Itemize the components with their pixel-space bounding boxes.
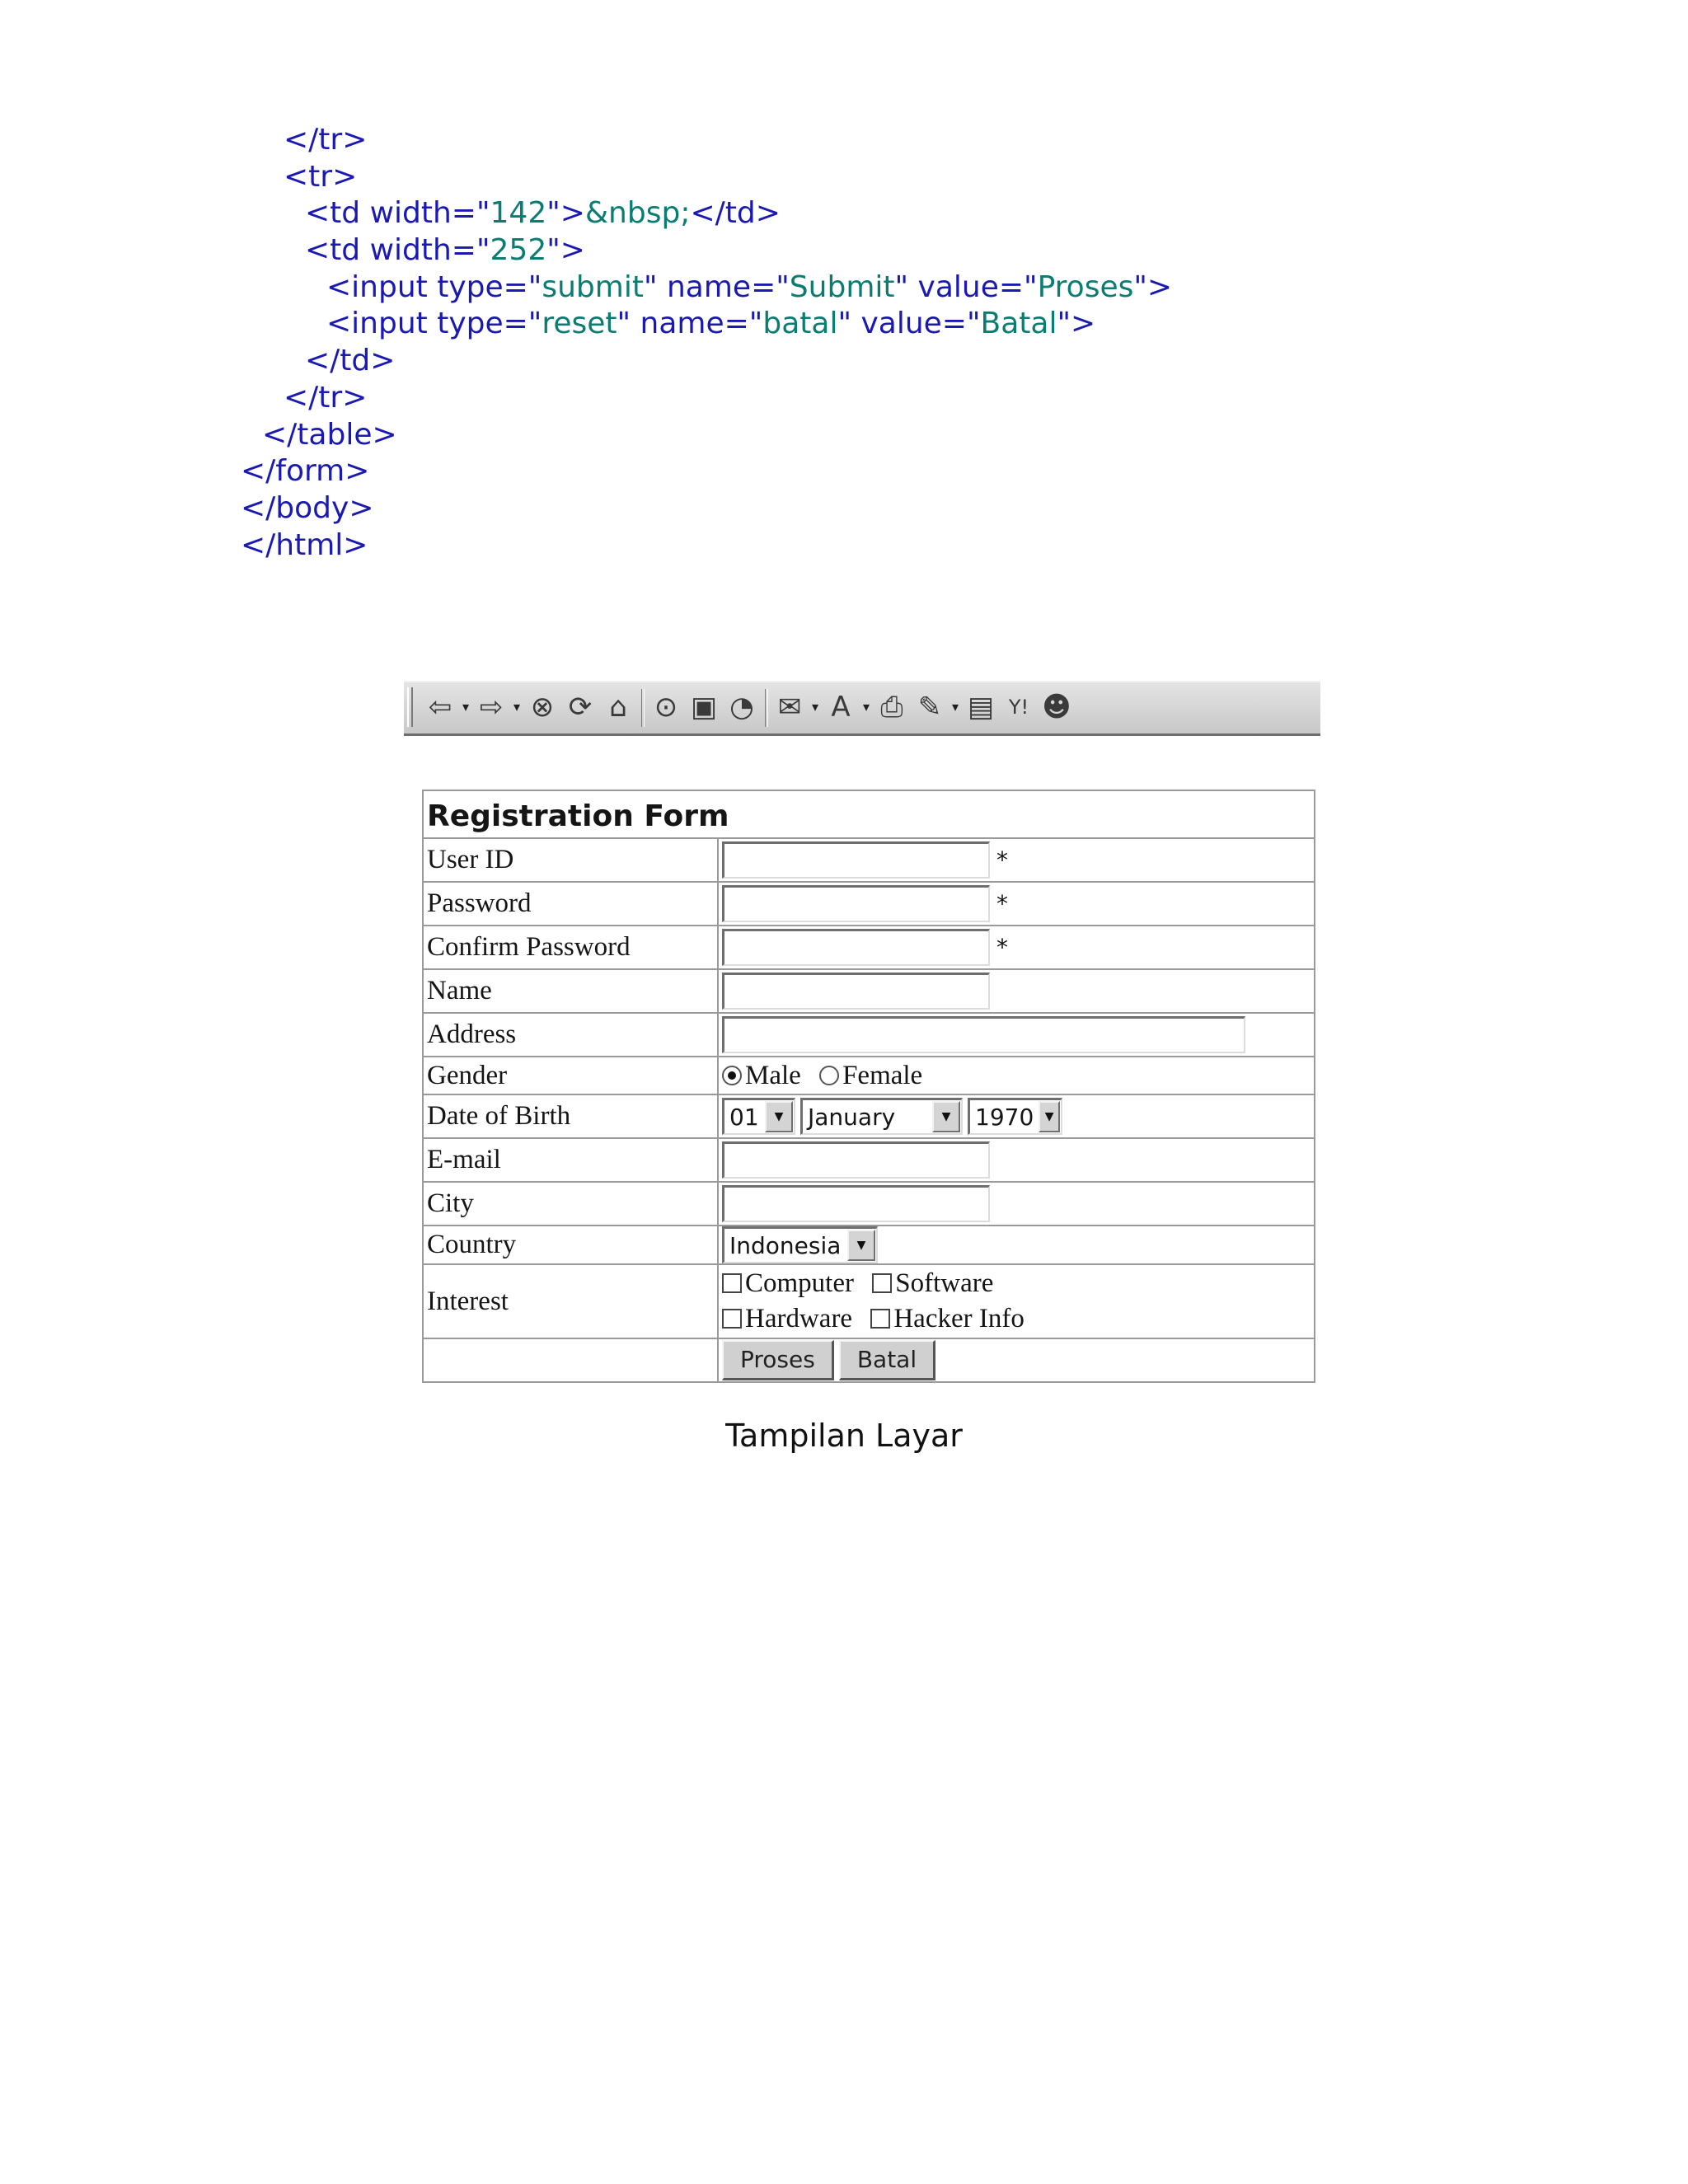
discuss-icon[interactable]: ▤ (967, 691, 995, 724)
gender-option-label: Female (842, 1060, 923, 1090)
code-tag: <input type=" (326, 307, 542, 341)
code-tag: </table> (262, 417, 397, 452)
user-id-input[interactable] (722, 841, 990, 879)
code-value: 252 (490, 233, 547, 268)
code-tag: "> (1133, 269, 1173, 304)
code-tag: " value=" (837, 307, 981, 341)
code-tag: <td width=" (305, 196, 490, 231)
code-line (0, 417, 1172, 454)
dob-year-select[interactable] (968, 1098, 1062, 1135)
print-icon[interactable]: ⎙ (880, 691, 903, 724)
caption: Tampilan Layar (725, 1418, 963, 1454)
password-label: Password (423, 882, 718, 926)
country-cell (718, 1226, 1315, 1264)
interest-option-hardware[interactable] (722, 1301, 852, 1337)
checkbox-icon[interactable] (722, 1309, 742, 1329)
forward-icon[interactable]: ⇨ (479, 691, 504, 724)
buttons-cell (718, 1338, 1315, 1382)
password-cell (718, 882, 1315, 926)
dob-label: Date of Birth (423, 1094, 718, 1138)
required-marker: * (996, 934, 1008, 961)
dob-day-value: 01 (729, 1103, 759, 1131)
user-id-label: User ID (423, 838, 718, 882)
code-tag: </form> (241, 454, 370, 489)
code-tag: "> (1057, 307, 1096, 341)
address-cell (718, 1013, 1315, 1057)
code-value: Batal (980, 307, 1057, 341)
code-line (0, 527, 1172, 565)
gender-label: Gender (423, 1057, 718, 1094)
interest-option-label: Hacker Info (893, 1304, 1025, 1333)
form-title: Registration Form (423, 790, 1315, 838)
edit-icon[interactable]: ✎ (917, 691, 942, 724)
interest-option-hacker-info[interactable] (870, 1301, 1025, 1337)
messenger-icon[interactable]: Y! (1008, 696, 1029, 719)
mail-icon[interactable]: ✉ (777, 691, 802, 724)
search-icon[interactable]: ⊙ (654, 691, 678, 724)
chevron-down-icon[interactable]: ▾ (513, 699, 521, 715)
registration-form-screenshot (422, 790, 1315, 1408)
code-value: reset (542, 307, 617, 341)
code-tag: </td> (305, 344, 396, 378)
address-input[interactable] (722, 1016, 1245, 1053)
radio-icon[interactable] (819, 1066, 839, 1085)
reset-button[interactable]: Batal (839, 1340, 935, 1380)
chevron-down-icon[interactable]: ▼ (1039, 1101, 1060, 1132)
country-label: Country (423, 1226, 718, 1264)
empty-cell (423, 1338, 718, 1382)
interest-option-computer[interactable] (722, 1266, 854, 1301)
name-cell (718, 969, 1315, 1013)
code-line (0, 269, 1172, 307)
gender-cell (718, 1057, 1315, 1094)
code-value: Proses (1037, 269, 1134, 304)
browser-toolbar (404, 681, 1320, 736)
back-icon[interactable]: ⇦ (428, 691, 452, 724)
code-line (0, 380, 1172, 417)
confirm-password-label: Confirm Password (423, 926, 718, 969)
interest-label: Interest (423, 1264, 718, 1338)
radio-selected-icon[interactable] (722, 1066, 742, 1085)
code-tag: "> (546, 233, 585, 268)
interest-option-label: Computer (745, 1268, 854, 1298)
code-value: batal (762, 307, 838, 341)
interest-option-software[interactable] (872, 1266, 993, 1301)
code-value: submit (542, 269, 644, 304)
email-input[interactable] (722, 1141, 990, 1179)
code-line (0, 122, 1172, 159)
chevron-down-icon[interactable]: ▾ (811, 699, 819, 715)
required-marker: * (996, 890, 1008, 917)
required-marker: * (996, 846, 1008, 874)
home-icon[interactable]: ⌂ (609, 691, 627, 724)
refresh-icon[interactable]: ⟳ (568, 691, 593, 724)
chevron-down-icon[interactable]: ▼ (847, 1230, 875, 1261)
interest-option-label: Software (895, 1268, 994, 1298)
city-input[interactable] (722, 1185, 990, 1222)
chevron-down-icon[interactable]: ▼ (932, 1101, 960, 1132)
city-cell (718, 1182, 1315, 1226)
registration-form-table (422, 790, 1315, 1383)
history-icon[interactable]: ◔ (729, 691, 754, 724)
code-tag: </tr> (284, 123, 368, 157)
chevron-down-icon[interactable]: ▾ (951, 699, 959, 715)
interest-option-label: Hardware (745, 1304, 853, 1333)
size-icon[interactable]: A (831, 691, 851, 724)
code-tag: </html> (241, 527, 368, 562)
code-line (0, 195, 1172, 232)
toolbar-separator (641, 689, 645, 727)
chevron-down-icon[interactable]: ▼ (765, 1101, 793, 1132)
toolbar-separator (765, 689, 768, 727)
code-tag: " name=" (643, 269, 790, 304)
dob-year-value: 1970 (975, 1103, 1034, 1131)
checkbox-icon[interactable] (722, 1273, 742, 1293)
confirm-password-input[interactable] (722, 929, 990, 966)
code-tag: </td> (690, 196, 781, 231)
code-line (0, 343, 1172, 380)
user-id-cell (718, 838, 1315, 882)
confirm-password-cell (718, 926, 1315, 969)
code-line (0, 490, 1172, 527)
code-value: Submit (789, 269, 895, 304)
dob-day-select[interactable] (722, 1098, 795, 1135)
code-line (0, 306, 1172, 343)
toolbar-grip[interactable] (407, 687, 413, 727)
password-input[interactable] (722, 885, 990, 922)
dob-month-select[interactable] (800, 1098, 963, 1135)
code-tag: "> (546, 196, 585, 231)
code-line (0, 453, 1172, 490)
gender-option-male[interactable] (722, 1061, 801, 1091)
submit-button[interactable]: Proses (722, 1340, 834, 1380)
dob-cell (718, 1094, 1315, 1138)
code-tag: " value=" (894, 269, 1038, 304)
name-input[interactable] (722, 972, 990, 1010)
gender-option-female[interactable] (819, 1061, 922, 1091)
user-icon[interactable]: ☻ (1042, 691, 1071, 724)
code-tag: </body> (241, 490, 374, 525)
code-listing (0, 122, 1172, 564)
favorites-icon[interactable]: ▣ (690, 691, 718, 724)
dob-month-value: January (808, 1103, 896, 1131)
code-tag: <input type=" (326, 269, 542, 304)
email-label: E-mail (423, 1138, 718, 1182)
code-value: 142 (490, 196, 547, 231)
country-select[interactable] (722, 1226, 878, 1263)
gender-option-label: Male (745, 1060, 801, 1090)
code-tag: <td width=" (305, 233, 490, 268)
chevron-down-icon[interactable]: ▾ (462, 699, 470, 715)
name-label: Name (423, 969, 718, 1013)
checkbox-icon[interactable] (870, 1309, 890, 1329)
code-tag: </tr> (284, 380, 368, 415)
country-value: Indonesia (729, 1231, 842, 1259)
code-line (0, 159, 1172, 196)
interest-cell (718, 1264, 1315, 1338)
code-line (0, 232, 1172, 269)
code-value: &nbsp; (584, 196, 691, 231)
email-cell (718, 1138, 1315, 1182)
code-tag: " name=" (617, 307, 763, 341)
code-tag: <tr> (284, 159, 358, 194)
address-label: Address (423, 1013, 718, 1057)
stop-icon[interactable]: ⊗ (530, 691, 555, 724)
chevron-down-icon[interactable]: ▾ (862, 699, 870, 715)
checkbox-icon[interactable] (872, 1273, 892, 1293)
city-label: City (423, 1182, 718, 1226)
